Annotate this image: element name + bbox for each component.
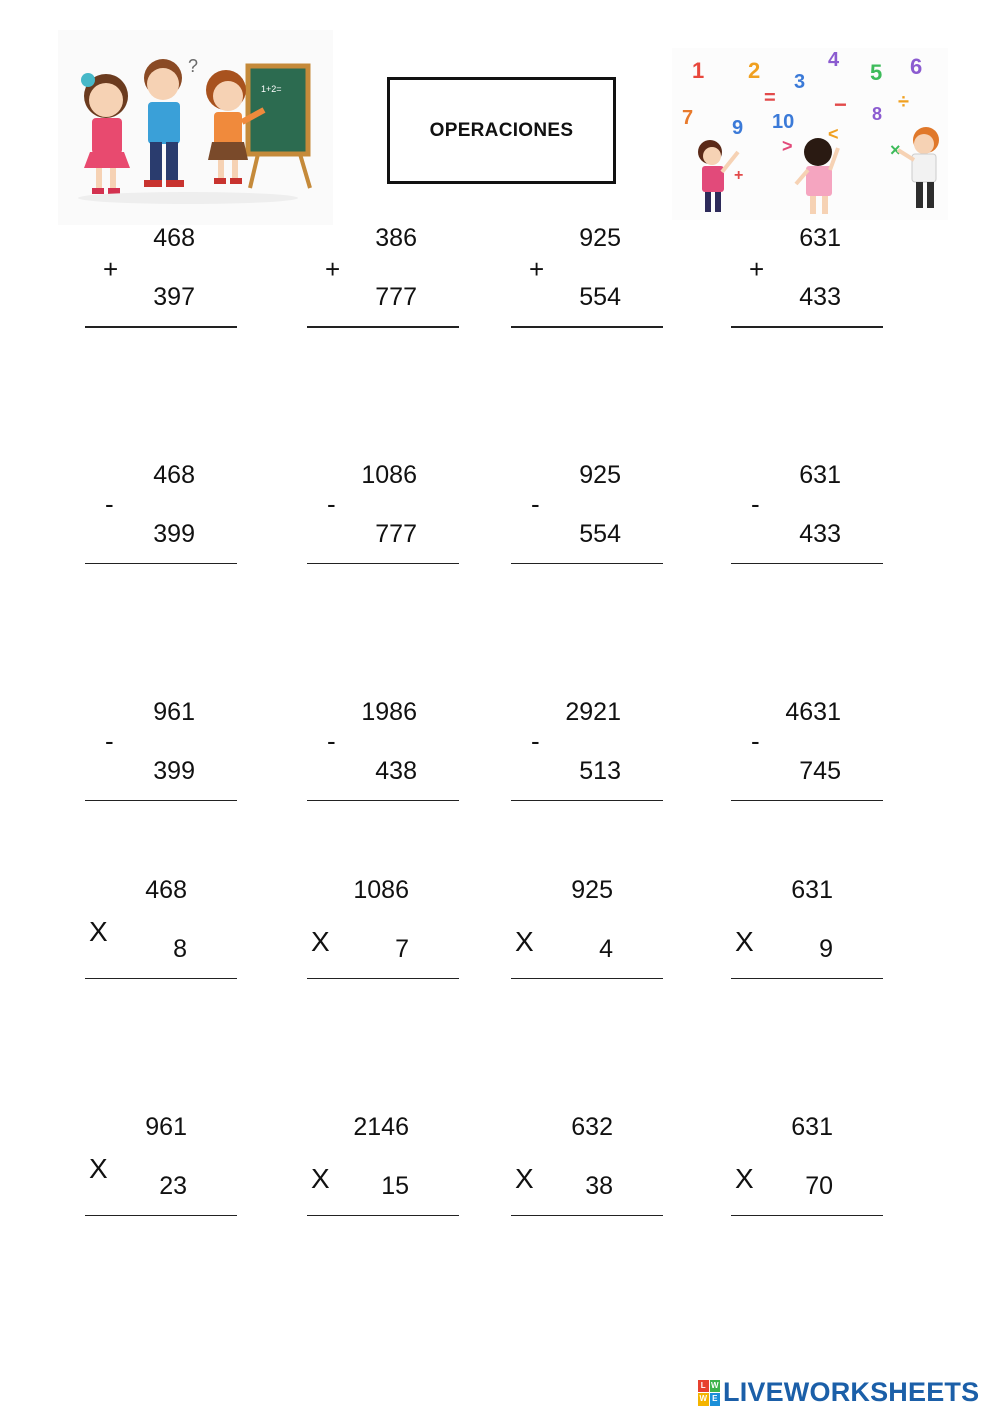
operand-bottom: 438: [375, 757, 417, 785]
operand-top: 2921: [565, 698, 621, 726]
floating-number: 9: [732, 117, 744, 139]
floating-number: 4: [828, 49, 840, 71]
operand-top: 2146: [353, 1113, 409, 1141]
operand-bottom: 433: [799, 520, 841, 548]
operation-item: [85, 876, 237, 996]
answer-line: [511, 800, 663, 801]
operand-top: 631: [799, 461, 841, 489]
answer-line: [85, 563, 237, 564]
answer-line: [85, 800, 237, 801]
minus-sign: -: [105, 489, 114, 519]
kids-numbers-illustration: [672, 48, 948, 220]
operation-item: [307, 461, 459, 581]
floating-number: +: [734, 167, 744, 184]
operation-item: [511, 876, 663, 996]
operand-top: 961: [153, 698, 195, 726]
answer-line: [85, 1215, 237, 1216]
operand-top: 632: [571, 1113, 613, 1141]
answer-line: [511, 978, 663, 979]
floating-number: >: [782, 136, 793, 156]
operation-item: [307, 876, 459, 996]
operand-bottom: 777: [375, 283, 417, 311]
answer-line: [511, 563, 663, 564]
operand-top: 4631: [785, 698, 841, 726]
operand-bottom: 399: [153, 757, 195, 785]
operand-bottom: 399: [153, 520, 195, 548]
operand-top: 631: [791, 1113, 833, 1141]
operation-item: [731, 876, 883, 996]
operand-top: 925: [579, 461, 621, 489]
operand-bottom: 745: [799, 757, 841, 785]
operation-item: [511, 461, 663, 581]
minus-sign: -: [327, 726, 336, 756]
answer-line: [307, 563, 459, 564]
answer-line: [307, 1215, 459, 1216]
answer-line: [307, 326, 459, 328]
plus-sign: +: [749, 254, 765, 284]
operation-item: [731, 1113, 883, 1233]
floating-number: 6: [910, 54, 923, 79]
minus-sign: -: [751, 489, 760, 519]
operand-top: 468: [153, 224, 195, 252]
floating-number: 8: [872, 104, 883, 124]
operand-top: 1086: [361, 461, 417, 489]
times-sign: X: [89, 1153, 108, 1184]
operand-top: 1986: [361, 698, 417, 726]
operation-item: [511, 224, 663, 344]
chalkboard-text: 1+2=: [261, 84, 282, 94]
operation-item: [731, 461, 883, 581]
floating-number: ÷: [898, 91, 909, 113]
liveworksheets-logo: [698, 1377, 979, 1408]
times-sign: X: [515, 926, 534, 957]
answer-line: [511, 1215, 663, 1216]
operation-item: [511, 698, 663, 818]
answer-line: [731, 978, 883, 979]
operation-item: [85, 224, 237, 344]
operand-top: 631: [791, 876, 833, 904]
times-sign: X: [735, 926, 754, 957]
worksheet-title: [387, 77, 616, 184]
operand-bottom: 777: [375, 520, 417, 548]
floating-number: −: [834, 92, 847, 117]
operand-bottom: 554: [579, 283, 621, 311]
times-sign: X: [311, 926, 330, 957]
children-chalkboard-illustration: [58, 30, 333, 225]
operation-item: [731, 224, 883, 344]
minus-sign: -: [531, 489, 540, 519]
answer-line: [85, 326, 237, 328]
operand-bottom: 8: [173, 935, 187, 963]
times-sign: X: [515, 1163, 534, 1194]
floating-number: 7: [682, 107, 694, 129]
floating-number: 5: [870, 60, 883, 85]
floating-number: ×: [890, 140, 901, 160]
operand-top: 925: [579, 224, 621, 252]
operation-item: [85, 461, 237, 581]
operand-bottom: 433: [799, 283, 841, 311]
times-sign: X: [311, 1163, 330, 1194]
floating-number: =: [764, 87, 776, 109]
minus-sign: -: [105, 726, 114, 756]
operation-item: [307, 1113, 459, 1233]
answer-line: [731, 800, 883, 801]
logo-badge: L W W E: [698, 1380, 720, 1406]
plus-sign: +: [325, 254, 341, 284]
floating-number: 10: [772, 111, 795, 133]
operation-item: [307, 224, 459, 344]
operation-item: [731, 698, 883, 818]
operation-item: [85, 698, 237, 818]
floating-number: <: [828, 124, 839, 144]
logo-wordmark: LIVEWORKSHEETS: [723, 1377, 980, 1407]
answer-line: [307, 800, 459, 801]
floating-number: 2: [748, 58, 761, 83]
operand-top: 631: [799, 224, 841, 252]
svg-text:?: ?: [188, 56, 199, 76]
operand-top: 925: [571, 876, 613, 904]
worksheet-title-text: OPERACIONES: [429, 119, 574, 141]
answer-line: [731, 563, 883, 564]
operand-bottom: 15: [381, 1172, 409, 1200]
operand-bottom: 70: [805, 1172, 833, 1200]
times-sign: X: [89, 916, 108, 947]
floating-number: 1: [692, 58, 705, 83]
minus-sign: -: [327, 489, 336, 519]
operand-bottom: 4: [599, 935, 613, 963]
plus-sign: +: [529, 254, 545, 284]
operand-bottom: 554: [579, 520, 621, 548]
operand-top: 961: [145, 1113, 187, 1141]
answer-line: [307, 978, 459, 979]
operation-item: [307, 698, 459, 818]
operand-top: 1086: [353, 876, 409, 904]
answer-line: [511, 326, 663, 328]
operation-item: [85, 1113, 237, 1233]
plus-sign: +: [103, 254, 119, 284]
answer-line: [85, 978, 237, 979]
minus-sign: -: [751, 726, 760, 756]
operand-top: 386: [375, 224, 417, 252]
operand-top: 468: [145, 876, 187, 904]
operand-bottom: 397: [153, 283, 195, 311]
answer-line: [731, 1215, 883, 1216]
operand-bottom: 38: [585, 1172, 613, 1200]
operand-bottom: 513: [579, 757, 621, 785]
operand-top: 468: [153, 461, 195, 489]
operand-bottom: 9: [819, 935, 833, 963]
operand-bottom: 7: [395, 935, 409, 963]
operand-bottom: 23: [159, 1172, 187, 1200]
times-sign: X: [735, 1163, 754, 1194]
operation-item: [511, 1113, 663, 1233]
answer-line: [731, 326, 883, 328]
minus-sign: -: [531, 726, 540, 756]
floating-number: 3: [794, 71, 806, 93]
